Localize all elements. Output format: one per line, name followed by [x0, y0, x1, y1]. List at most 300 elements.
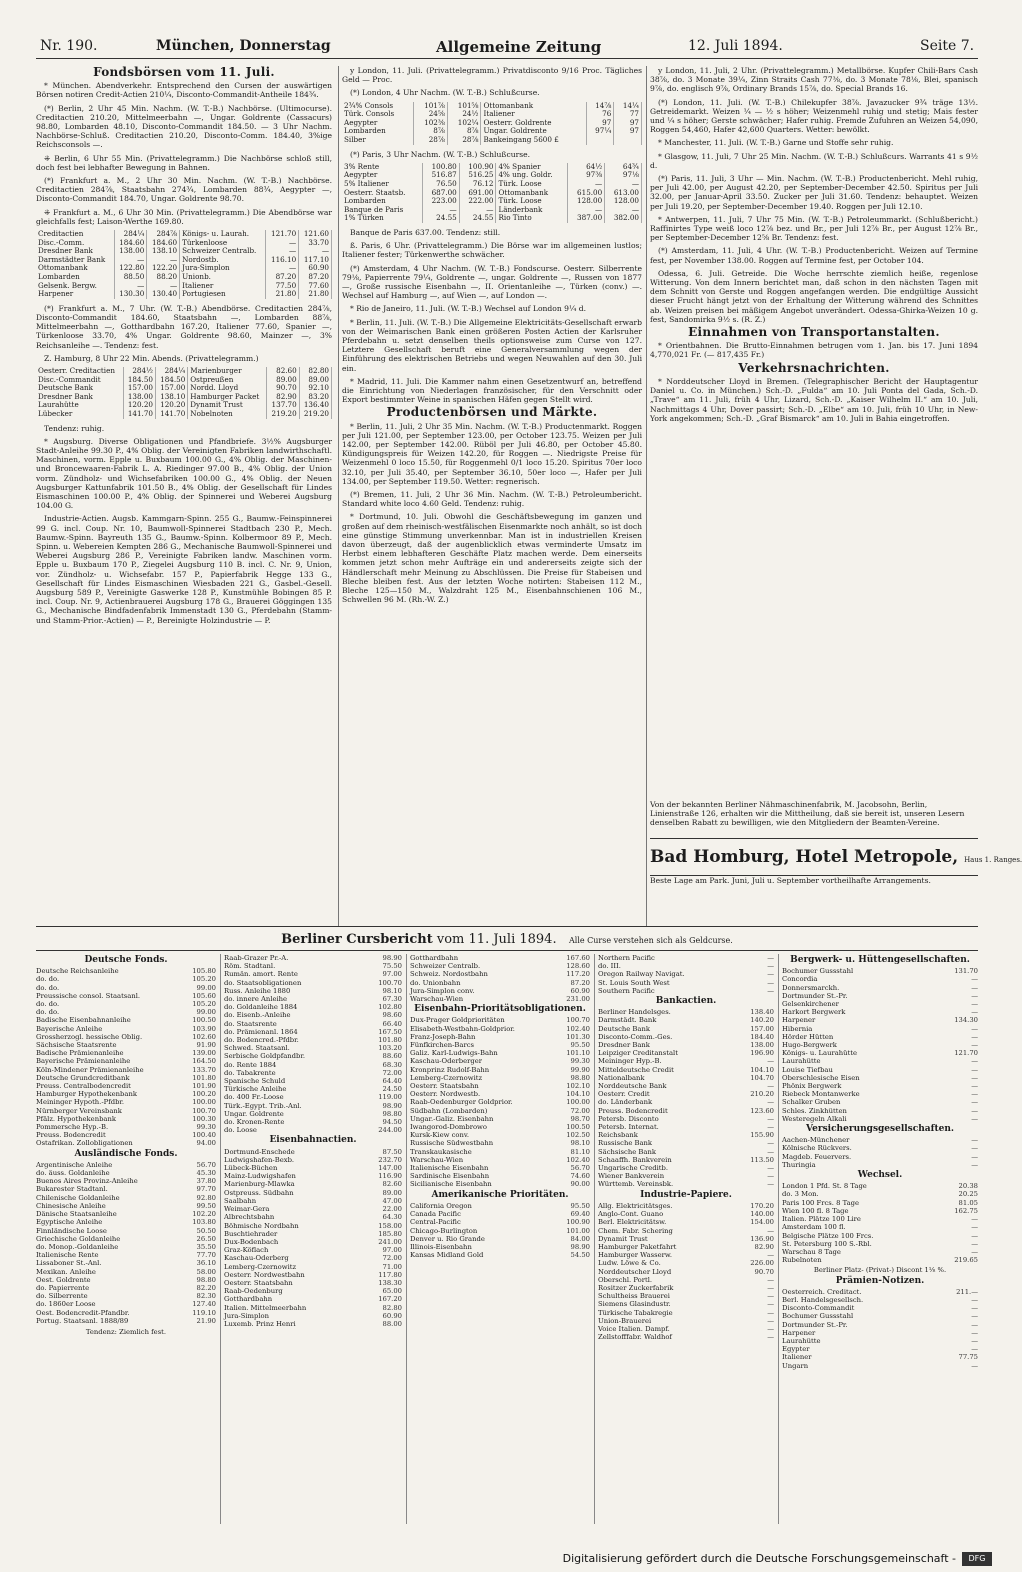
list-item — [224, 970, 402, 978]
paragraph: * Berlin, 11. Juli. (W. T.-B.) Die Allgemeine Elektricitäts-Gesellschaft erwarb von der Weimarischen Bank einen größeren Posten Actien der Karlsruher Pferdebahn u. setzt denselben theils optionsweise zum Curse von 127. Letztere Gesellschaft beruft eine Generalversammlung wegen der Einführung des elektrischen Betriebs und wegen Neuwahlen auf den 30. Juli ein. — [342, 317, 642, 373]
table-cell: 82.80 — [299, 367, 331, 376]
table-cell: 102¼ — [447, 119, 481, 128]
table-cell: — — [568, 180, 605, 189]
table-cell: Oesterr. Staatsb. — [342, 189, 422, 198]
table-cell — [614, 136, 642, 145]
item-value: 75.50 — [382, 962, 402, 971]
table-cell: Disc.-Comm. — [36, 239, 114, 248]
item-value: 100.70 — [566, 1016, 590, 1025]
table-cell: Lombarden — [36, 273, 114, 282]
item-label: Oesterreich. Creditact. — [782, 1287, 862, 1296]
list-item — [410, 1016, 590, 1024]
item-label: Schweiz. Nordostbahn — [410, 970, 488, 979]
table-cell: Hamburger Packet — [188, 393, 267, 402]
section-title: Einnahmen von Transportanstalten. — [688, 325, 940, 340]
item-value: — — [971, 1136, 978, 1145]
item-label: Donnersmarckh. — [782, 983, 840, 992]
list-item — [782, 1144, 978, 1152]
table-cell: 130.30 — [114, 290, 147, 299]
item-value: 94.50 — [382, 1118, 402, 1127]
item-label: Ludw. Löwe & Co. — [598, 1259, 661, 1268]
item-value: 102.40 — [566, 1155, 590, 1164]
table-cell: Silber — [342, 136, 414, 145]
paragraph: Z. Hamburg, 8 Uhr 22 Min. Abends. (Privattelegramm.) — [44, 353, 259, 363]
item-label: Preuss. Bodencredit — [598, 1106, 668, 1115]
item-value: — — [971, 1008, 978, 1017]
table-cell: 97 — [614, 119, 642, 128]
item-value: 100.20 — [192, 1090, 216, 1099]
item-label: Anglo-Cont. Guano — [598, 1210, 664, 1219]
list-item — [598, 1309, 774, 1317]
item-label: Berl. Elektricitätsw. — [598, 1218, 667, 1227]
item-label: Hibernia — [782, 1024, 813, 1033]
paragraph: * München. Abendverkehr. Entsprechend den Cursen der auswärtigen Börsen notiren Credit-Actien 210¼, Disconto-Commandit-Antheile 184¾. — [36, 81, 332, 100]
item-value: — — [767, 1139, 774, 1148]
table-cell: — — [605, 206, 642, 215]
item-label: Luxemb. Prinz Henri — [224, 1319, 296, 1328]
column-rule — [646, 66, 647, 926]
item-label: do. Staatsrente — [224, 1019, 277, 1028]
item-label: Gotthardbahn — [410, 954, 459, 962]
item-label: Bochumer Gussstahl — [782, 967, 854, 976]
table-cell: 82.90 — [267, 393, 299, 402]
list-item — [782, 967, 978, 975]
item-value: 56.70 — [196, 1160, 216, 1169]
item-label: do. Länderbank — [598, 1098, 653, 1107]
item-value: 98.90 — [382, 1101, 402, 1110]
item-value: — — [971, 1295, 978, 1304]
item-value: — — [971, 1106, 978, 1115]
paragraph: ⁜ Frankfurt a. M., 6 Uhr 30 Min. (Privattelegramm.) Die Abendbörse war gleichfalls fest; Laison-Werthe 169.80. — [36, 207, 332, 226]
item-value: 211.— — [956, 1287, 978, 1296]
table-cell: — — [266, 239, 299, 248]
item-value: 99.00 — [196, 983, 216, 992]
list-item — [224, 954, 402, 962]
item-label: Köln-Mindener Prämienanleihe — [36, 1065, 144, 1074]
list-item — [224, 1102, 402, 1110]
item-value: 54.50 — [570, 1251, 590, 1260]
item-label: Dux-Bodenbach — [224, 1237, 279, 1246]
paragraph: * Antwerpen, 11. Juli, 7 Uhr 75 Min. (W. T.-B.) Petroleummarkt. (Schlußbericht.) Raffinirtes Type weiß loco 12⅞ bez. und Br., per Juli 12⅞ Br., per August 12⅞ Br., per September-December 12⅝ Br. Tendenz: fest. — [650, 214, 978, 243]
list-item — [224, 1254, 402, 1262]
item-label: Dänische Staatsanleihe — [36, 1210, 117, 1219]
list-item — [224, 1263, 402, 1271]
item-label: Oregon Railway Navigat. — [598, 970, 685, 979]
table-cell: Deutsche Bank — [36, 384, 123, 393]
list-item — [598, 979, 774, 987]
item-label: California Oregon — [410, 1201, 472, 1210]
list-item — [36, 1161, 216, 1169]
item-label: Gotthardbahn — [224, 1295, 273, 1304]
list-item — [598, 962, 774, 970]
paragraph: ⁜ Berlin, 6 Uhr 55 Min. (Privattelegramm.) Die Nachbörse schloß still, doch fest bei lebhafter Bewegung in Bahnen. — [36, 153, 332, 172]
table-cell: 92.10 — [299, 384, 331, 393]
quote-list — [782, 1182, 978, 1264]
list-item — [598, 1180, 774, 1188]
item-value: 47.00 — [382, 1196, 402, 1205]
item-label: Lübeck-Büchen — [224, 1164, 278, 1173]
list-item — [782, 1232, 978, 1240]
item-label: Jura-Simplon conv. — [410, 986, 475, 995]
item-label: Buschtiehrader — [224, 1229, 278, 1238]
item-label: Hugo-Bergwerk — [782, 1041, 837, 1050]
paragraph: * Dortmund, 10. Juli. Obwohl die Geschäftsbewegung im ganzen und großen auf dem rheinisch-westfälischen Eisenmarkte noch anhält, so ist doch eine günstige Stimmung unverkennbar. Man ist in industriellen Kreisen davon überzeugt, daß der augenblicklich etwas verminderte Umsatz im Herbst einem lebhafteren Geschäfte Platz machen werde. Dem einerseits kommen jetzt schon mehr Aufträge ein und andererseits zeigte sich der Händlerschaft mehr Meinung zu Abschlüssen. Die Preise für Stabeisen und Bleche bleiben fest. Aus der letzten Woche notirten: Stabeisen 112 M., Bleche 125—150 M., Walzdraht 125 M., Eisenbahnschienen 106 M., Schwellen 96 M. (Rh.-W. Z.) — [342, 512, 642, 605]
list-item — [782, 1153, 978, 1161]
item-value: 140.00 — [750, 1210, 774, 1219]
page-header — [36, 36, 978, 59]
list-item — [598, 1235, 774, 1243]
item-value: 102.50 — [566, 1131, 590, 1140]
item-label: Paris 100 Frcs. 8 Tage — [782, 1198, 860, 1207]
item-value: 138.40 — [750, 1008, 774, 1017]
item-value: 102.10 — [566, 1082, 590, 1091]
item-label: Oesterr. Staatsbahn — [224, 1278, 293, 1287]
list-item — [782, 1074, 978, 1082]
table-cell: Türk. Loose — [496, 197, 568, 206]
item-value: 155.90 — [750, 1131, 774, 1140]
item-value: 20.38 — [958, 1182, 978, 1191]
list-item — [36, 975, 216, 983]
list-item — [224, 1003, 402, 1011]
paragraph: (*) London, 11. Juli. (W. T.-B.) Chilekupfer 38⅞. Javazucker 9¾ träge 13½. Getreidemarkt. Weizen ¼ — ½ s höher; Weizenmehl ruhig und stetig; Mais fester und ¼ s höher; Gerste schwächer; Hafer ruhig. Fremde Zufuhren an Weizen 54,090, Roggen 54,460, Hafer 42,600 Quarters. Wetter: bewölkt. — [650, 97, 978, 135]
list-item — [36, 1251, 216, 1259]
item-value: 133.70 — [192, 1065, 216, 1074]
list-item — [224, 1148, 402, 1156]
item-label: Mainz-Ludwigshafen — [224, 1172, 296, 1181]
item-label: Harpener — [782, 1328, 816, 1337]
table-cell: 382.00 — [605, 214, 642, 223]
column-rule — [406, 954, 407, 1524]
list-item — [782, 1329, 978, 1337]
item-value: — — [767, 1082, 774, 1091]
item-value: 99.50 — [196, 1201, 216, 1210]
paragraph: * Norddeutscher Lloyd in Bremen. (Telegraphischer Bericht der Hauptagentur Daniel u. Co. in München.) Sch.-D. „Fulda“ am 10. Juli Ponta del Gada, Sch.-D. „Trave“ am 11. Juli, früh 4 Uhr, Lizard, Sch.-D. „Kaiser Wilhelm II.“ am 10. Juli, Nachmittags 4 Uhr, Dover passirt; Sch.-D. „Elbe“ am 10. Juli, früh 10 Uhr, in New-York angekommen; Sch.-D. „Graf Bismarck“ am 10. Juli in Bahia eingetroffen. — [650, 376, 978, 423]
item-label: do. do. — [36, 975, 60, 984]
item-label: do. Bodencred.-Pfdbr. — [224, 1036, 299, 1045]
item-label: Warschau 8 Tage — [782, 1247, 841, 1256]
list-item — [782, 1000, 978, 1008]
table-cell: Lombarden — [342, 127, 414, 136]
list-item — [598, 1317, 774, 1325]
item-label: Oesterr. Nordwestb. — [410, 1090, 481, 1099]
item-value: — — [971, 1041, 978, 1050]
table-cell: Dynamit Trust — [188, 401, 267, 410]
section-title: Productenbörsen und Märkte. — [386, 405, 598, 420]
table-cell: Dresdner Bank — [36, 247, 114, 256]
item-label: Mitteldeutsche Credit — [598, 1065, 674, 1074]
item-label: St. Louis South West — [598, 978, 670, 987]
list-item — [782, 1136, 978, 1144]
item-value: — — [971, 1361, 978, 1370]
item-label: Schweizer Centralb. — [410, 962, 481, 971]
item-value: 20.25 — [958, 1190, 978, 1199]
item-value: 104.70 — [750, 1073, 774, 1082]
item-label: Portug. Staatsanl. 1888/89 — [36, 1316, 129, 1325]
list-item — [36, 1049, 216, 1057]
item-value: — — [971, 1024, 978, 1033]
list-item — [224, 1320, 402, 1328]
item-value: 98.80 — [196, 1275, 216, 1284]
table-cell: 89.00 — [299, 376, 331, 385]
item-value: 101.00 — [566, 1226, 590, 1235]
table-cell: 122.20 — [147, 264, 180, 273]
table-cell: 87.20 — [266, 273, 299, 282]
item-label: do. Silberrente — [36, 1292, 88, 1301]
list-item — [598, 1156, 774, 1164]
item-label: Lemberg-Czernowitz — [224, 1262, 297, 1271]
list-item — [598, 1292, 774, 1300]
list-item — [36, 1123, 216, 1131]
list-item — [36, 1243, 216, 1251]
item-value: 97.70 — [196, 1185, 216, 1194]
item-value: — — [971, 1345, 978, 1354]
list-item — [224, 995, 402, 1003]
item-label: Fünfkirchen-Barcs — [410, 1041, 474, 1050]
table-cell: 101⅞ — [414, 102, 448, 111]
table-cell: 8⅞ — [447, 127, 481, 136]
list-item — [782, 1321, 978, 1329]
list-item — [410, 1172, 590, 1180]
list-item — [598, 1025, 774, 1033]
item-label: do. Rente 1884 — [224, 1060, 277, 1069]
list-item — [36, 1210, 216, 1218]
item-label: Oest. Goldrente — [36, 1275, 91, 1284]
list-item — [782, 975, 978, 983]
table-cell: — — [114, 256, 147, 265]
item-value: 90.70 — [754, 1267, 774, 1276]
list-item — [782, 1049, 978, 1057]
table-cell: 184.50 — [156, 376, 188, 385]
list-item — [598, 1210, 774, 1218]
list-item — [36, 1218, 216, 1226]
list-item — [224, 1110, 402, 1118]
tendenz: Tendenz: Ziemlich fest. — [85, 1327, 167, 1336]
item-label: Concordia — [782, 975, 818, 984]
table-cell: Italiener — [180, 282, 266, 291]
paragraph: * Augsburg. Diverse Obligationen und Pfandbriefe. 3½% Augsburger Stadt-Anleihe 99.30 P., 4% Oblig. der Vereinigten Fabriken landwirthschaftl. Maschinen, vorm. Epple u. Buxbaum 100.00 G., 4% Oblig. der Maschinen- und Broncewaaren-Fabrik L. A. Riedinger 97.00 B., 4% Oblig. der Union vorm. Zündholz- und Wichsefabriken 100.00 G., 4% Oblig. der Neuen Augsburger Kattunfabrik 101.50 B., 4% Oblig. der Gesellschaft für Lindes Eismaschinen 100.00 P., 4% Oblig. der Spinnerei und Weberei Augsburg 104.00 G. — [36, 436, 332, 511]
item-value: 131.70 — [954, 967, 978, 976]
column-rule — [594, 954, 595, 1524]
item-label: Russ. Anleihe 1880 — [224, 986, 291, 995]
item-label: Preuss. Centralbodencredit — [36, 1082, 131, 1091]
item-value: 98.10 — [570, 1139, 590, 1148]
item-value: 99.90 — [570, 1065, 590, 1074]
item-value: 99.00 — [196, 1008, 216, 1017]
item-label: Böhmische Nordbahn — [224, 1221, 299, 1230]
item-value: 140.20 — [750, 1016, 774, 1025]
item-value: — — [767, 1180, 774, 1189]
table-cell: 28⅞ — [414, 136, 448, 145]
list-item — [782, 1312, 978, 1320]
item-label: Italienische Rente — [36, 1251, 99, 1260]
item-label: Dortmunder St.-Pr. — [782, 991, 848, 1000]
list-item — [36, 1284, 216, 1292]
item-value: 154.00 — [750, 1218, 774, 1227]
list-item — [410, 1057, 590, 1065]
item-value: 71.00 — [382, 1262, 402, 1271]
item-label: do. innere Anleihe — [224, 995, 288, 1004]
bourse-col-5 — [782, 954, 978, 1534]
item-value: — — [767, 962, 774, 971]
item-value: 65.00 — [382, 1287, 402, 1296]
item-value: 162.75 — [954, 1206, 978, 1215]
list-item — [782, 1008, 978, 1016]
list-item — [598, 1172, 774, 1180]
list-item — [782, 1256, 978, 1264]
item-label: Galiz. Karl-Ludwigs-Bahn — [410, 1049, 498, 1058]
bourse-col-2 — [224, 954, 402, 1534]
table-cell: — — [605, 180, 642, 189]
quote-list — [410, 954, 590, 1003]
item-label: Italiener — [782, 1353, 812, 1362]
table-cell: 138.10 — [147, 247, 180, 256]
item-value: 127.40 — [192, 1300, 216, 1309]
table-cell: 21.80 — [266, 290, 299, 299]
item-value: — — [971, 991, 978, 1000]
item-value: 102.60 — [192, 1032, 216, 1041]
list-item — [598, 1098, 774, 1106]
list-item — [782, 1353, 978, 1361]
item-label: Bochumer Gussstahl — [782, 1312, 854, 1321]
list-item — [782, 1025, 978, 1033]
dfg-logo: DFG — [962, 1552, 992, 1566]
list-item — [224, 1061, 402, 1069]
list-item — [598, 1164, 774, 1172]
item-label: do. do. — [36, 983, 60, 992]
list-item — [410, 1107, 590, 1115]
list-item — [598, 1148, 774, 1156]
paragraph: (*) Frankfurt a. M., 7 Uhr. (W. T.-B.) Abendbörse. Creditactien 284⅞, Disconto-Commandit 184.60, Staatsbahn —, Lombarden 88⅞, Mittelmeerbahn —, Gotthardbahn 167.20, Italiener 77.60, Spanier —, Türkenloose 33.70, 4% Ungar. Goldrente 98.60, Mainzer —, 3% Reichsanleihe —. Tendenz: fest. — [36, 303, 332, 350]
item-label: Dresdner Bank — [598, 1041, 650, 1050]
table-cell: Rio Tinto — [496, 214, 568, 223]
item-label: Belgische Plätze 100 Frcs. — [782, 1231, 874, 1240]
item-label: Kaschau-Oderberger — [410, 1057, 482, 1066]
item-label: do. Kronen-Rente — [224, 1118, 285, 1127]
list-item — [410, 1227, 590, 1235]
list-item — [36, 1066, 216, 1074]
list-item — [598, 1139, 774, 1147]
table-cell: 77.50 — [266, 282, 299, 291]
item-label: Sächsische Staatsrente — [36, 1041, 117, 1050]
bourse-col-4 — [598, 954, 774, 1534]
table-cell: Nobelnoten — [188, 410, 267, 419]
list-item — [598, 1074, 774, 1082]
item-value: 101.80 — [378, 1036, 402, 1045]
item-value: — — [767, 1251, 774, 1260]
item-value: 102.80 — [378, 1003, 402, 1012]
list-item — [410, 1210, 590, 1218]
table-cell: Gelsenk. Bergw. — [36, 282, 114, 291]
item-value: 100.00 — [566, 1098, 590, 1107]
list-item — [782, 1215, 978, 1223]
item-value: — — [767, 986, 774, 995]
item-value: — — [971, 1215, 978, 1224]
table-cell: Harpener — [36, 290, 114, 299]
item-value: — — [767, 1300, 774, 1309]
list-item — [598, 1090, 774, 1098]
item-label: Phönix Bergwerk — [782, 1082, 842, 1091]
list-item — [36, 1268, 216, 1276]
list-item — [36, 1107, 216, 1115]
item-label: Union-Brauerei — [598, 1316, 652, 1325]
list-item — [782, 1107, 978, 1115]
list-item — [224, 1287, 402, 1295]
table-cell: 14¼ — [614, 102, 642, 111]
quote-table — [36, 230, 332, 299]
table-cell: 116.10 — [266, 256, 299, 265]
list-item — [224, 1189, 402, 1197]
table-cell: 3% Rente — [342, 163, 422, 172]
item-value: 210.20 — [750, 1090, 774, 1099]
table-cell: 184.60 — [114, 239, 147, 248]
item-label: Graz-Köflach — [224, 1246, 269, 1255]
list-item — [782, 1041, 978, 1049]
table-cell: — — [299, 247, 332, 256]
item-value: 100.50 — [192, 1016, 216, 1025]
item-label: Türkische Anleihe — [224, 1085, 287, 1094]
item-value: — — [767, 1226, 774, 1235]
table-cell: 687.00 — [422, 189, 459, 198]
table-cell: 613.00 — [605, 189, 642, 198]
quote-list — [224, 954, 402, 1134]
item-value: 91.90 — [196, 1041, 216, 1050]
table-cell: — — [147, 256, 180, 265]
section-title: Bergwerk- u. Hüttengesellschaften. — [790, 955, 970, 965]
list-item — [598, 1082, 774, 1090]
table-cell: 24.55 — [422, 214, 459, 223]
list-item — [224, 1271, 402, 1279]
column-2 — [342, 66, 642, 726]
list-item — [36, 967, 216, 975]
paragraph: (*) Bremen, 11. Juli, 2 Uhr 36 Min. Nachm. (W. T.-B.) Petroleumbericht. Standard white loco 4.60 Geld. Tendenz: ruhig. — [342, 490, 642, 509]
item-label: Schwed. Staatsanl. — [224, 1044, 290, 1053]
table-cell: Ottomanbank — [36, 264, 114, 273]
paragraph: Industrie-Actien. Augsb. Kammgarn-Spinn. 255 G., Baumw.-Feinspinnerei 99 G. incl. Coup. Nr. 10, Baumwoll-Spinnerei Stadtbach 230 P., Mech. Baumw.-Spinn. Bayreuth 135 G., Baumw.-Spinn. Kolbermoor 89 P., Mech. Spinn. u. Webereien Kempten 286 G., Mechanische Baumwoll-Spinnerei und Weberei Augsburg 286 P., Vereinigte Fabriken landw. Maschinen vorm. Epple u. Buxbaum 170 P., Ziegelei Augsburg 110 B. incl. C. Nr. 9, Union, vor. Zündholz- u. Wichsefabr. 157 P., Papierfabrik Hegge 133 G., Gesellschaft für Lindes Eismaschinen Wiesbaden 221 G., Gasbel.-Gesell. Augsburg 589 P., Vereinigte Gaswerke 128 P., Kunstmühle Bobingen 85 P. incl. Coup. Nr. 9, Actienbrauerei Augsburg 178 G., Brauerei Göggingen 135 G., Mechanische Bindfadenfabrik Immenstadt 130 G., Pferdebahn (Stamm- und Stamm-Prior.-Actien) — P., Bereinigte Holzindustrie — P. — [36, 514, 332, 625]
list-item — [410, 1156, 590, 1164]
table-cell: Schweizer Centralb. — [180, 247, 266, 256]
item-label: do. Unionbahn — [410, 978, 461, 987]
list-item — [598, 1259, 774, 1267]
item-value: — — [971, 1000, 978, 1009]
item-label: Louise Tiefbau — [782, 1065, 833, 1074]
item-value: 92.80 — [196, 1193, 216, 1202]
item-label: Raab-Oedenburger Goldprior. — [410, 1098, 513, 1107]
item-value: 167.20 — [378, 1295, 402, 1304]
list-item — [598, 1300, 774, 1308]
item-label: Leipziger Creditanstalt — [598, 1049, 678, 1058]
list-item — [598, 1131, 774, 1139]
paragraph: (*) London, 4 Uhr Nachm. (W. T.-B.) Schlußcurse. — [350, 88, 540, 98]
table-cell: Ottomanbank — [496, 189, 568, 198]
item-value: — — [971, 1057, 978, 1066]
item-value: 89.00 — [382, 1188, 402, 1197]
table-cell — [586, 136, 614, 145]
item-label: Central-Pacific — [410, 1218, 461, 1227]
item-value: 24.50 — [382, 1085, 402, 1094]
list-item — [410, 1041, 590, 1049]
item-value: 158.00 — [378, 1221, 402, 1230]
item-label: Riebeck Montanwerke — [782, 1090, 860, 1099]
table-cell: Banque de Paris — [342, 206, 422, 215]
list-item — [598, 1115, 774, 1123]
item-label: do. Prämienanl. 1864 — [224, 1027, 298, 1036]
section-title: Fondsbörsen vom 11. Juli. — [93, 65, 275, 79]
table-cell: Ottomanbank — [481, 102, 586, 111]
item-value: 60.90 — [382, 1311, 402, 1320]
list-item — [598, 1107, 774, 1115]
item-label: Raab-Grazer Pr.-A. — [224, 954, 289, 962]
item-label: Laurahütte — [782, 1336, 821, 1345]
